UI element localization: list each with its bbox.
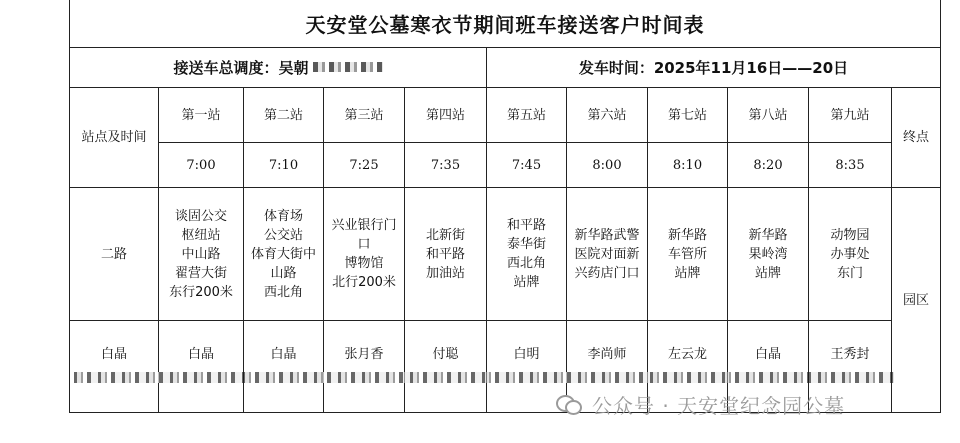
redacted-phone — [313, 62, 383, 72]
stop-location-4: 北新街 和平路 加油站 — [405, 188, 487, 321]
station-time: 7:45 — [487, 143, 567, 188]
station-name: 第四站 — [405, 88, 487, 143]
station-name: 第六站 — [567, 88, 648, 143]
station-name: 第八站 — [728, 88, 809, 143]
station-time: 8:35 — [809, 143, 892, 188]
station-name: 第九站 — [809, 88, 892, 143]
schedule-sheet — [69, 0, 941, 413]
departure-label: 发车时间：2025年11月16日——20日 — [578, 58, 849, 77]
stop-location-1: 谈固公交 枢纽站 中山路 翟营大街 东行200米 — [159, 188, 244, 321]
stop-location-8: 新华路 果岭湾 站牌 — [728, 188, 809, 321]
station-name: 第二站 — [244, 88, 324, 143]
contacts-label: 白晶 — [70, 321, 159, 413]
contact-name: 白晶 — [159, 321, 244, 413]
stop-location-6: 新华路武警 医院对面新 兴药店门口 — [567, 188, 648, 321]
stop-location-9: 动物园 办事处 东门 — [809, 188, 892, 321]
dispatcher-label: 接送车总调度：吴朝 — [173, 58, 309, 77]
station-time: 8:10 — [648, 143, 728, 188]
contact-name: 李尚师 — [567, 321, 648, 413]
terminal-header: 终点 — [892, 88, 940, 188]
contact-name: 白明 — [487, 321, 567, 413]
stop-location-7: 新华路 车管所 站牌 — [648, 188, 728, 321]
header-label-cell: 站点及时间 — [70, 88, 159, 188]
redacted-phone-numbers — [74, 372, 894, 383]
station-name: 第一站 — [159, 88, 244, 143]
watermark — [556, 390, 845, 418]
contact-name: 王秀封 — [809, 321, 892, 413]
contact-name: 张月香 — [324, 321, 405, 413]
station-time: 7:35 — [405, 143, 487, 188]
watermark-text: 公众号 · 天安堂纪念园公墓 — [592, 393, 846, 418]
page-title: 天安堂公墓寒衣节期间班车接送客户时间表 — [70, 0, 940, 48]
dispatcher-info — [70, 47, 487, 88]
station-time: 7:25 — [324, 143, 405, 188]
wechat-icon — [556, 393, 582, 415]
contact-name: 付聪 — [405, 321, 487, 413]
station-time: 7:10 — [244, 143, 324, 188]
contact-name: 左云龙 — [648, 321, 728, 413]
station-name: 第三站 — [324, 88, 405, 143]
terminal-stop: 园区 — [902, 293, 929, 308]
stop-location-5: 和平路 泰华街 西北角 站牌 — [487, 188, 567, 321]
stop-location-2: 体育场 公交站 体育大街中 山路 西北角 — [244, 188, 324, 321]
departure-info — [487, 47, 940, 88]
station-time: 8:00 — [567, 143, 648, 188]
station-time: 8:20 — [728, 143, 809, 188]
stop-location-3: 兴业银行门 口 博物馆 北行200米 — [324, 188, 405, 321]
schedule-table — [70, 88, 940, 413]
station-name: 第五站 — [487, 88, 567, 143]
station-time: 7:00 — [159, 143, 244, 188]
contact-name: 白晶 — [244, 321, 324, 413]
contact-name: 白晶 — [728, 321, 809, 413]
route-label: 二路 — [70, 188, 159, 321]
station-name: 第七站 — [648, 88, 728, 143]
